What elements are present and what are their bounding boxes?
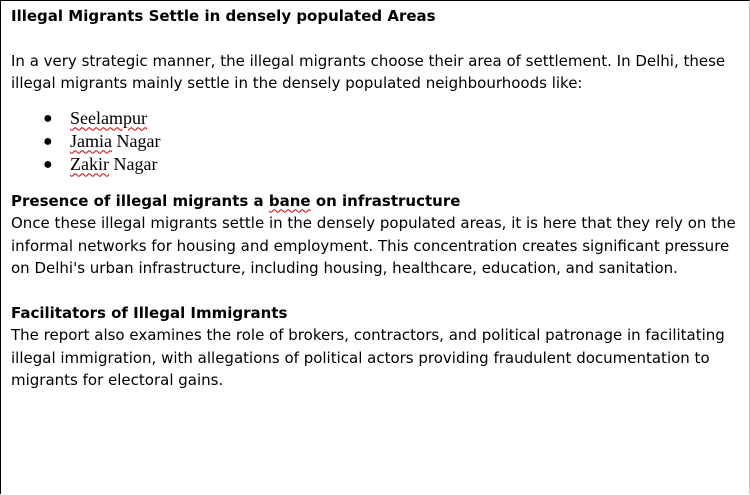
misspelled-word[interactable]: Seelampur (70, 107, 147, 128)
neighbourhood-list (11, 107, 739, 176)
section-paragraph-settlement: In a very strategic manner, the illegal migrants choose their area of settlement. In Delhi, these illegal migrants mainly settle in the densely populated neighbourhoods like: (11, 51, 726, 92)
list-item (43, 107, 739, 130)
misspelled-word[interactable]: Jamia (70, 130, 112, 151)
section-paragraph-infrastructure: Once these illegal migrants settle in the densely populated areas, it is here that they rely on the informal networks for housing and employment. This concentration creates significant pressure on Delhi's urban infrastructure, including housing, healthcare, education, and sanitation. (11, 214, 736, 277)
paragraph-spacer (11, 280, 739, 302)
list-item (43, 153, 739, 176)
list-spacer-top (11, 95, 739, 107)
bullet-icon: ● (43, 109, 53, 127)
misspelled-word[interactable]: bane (268, 191, 311, 210)
section-heading-facilitators: Facilitators of Illegal Immigrants (11, 303, 288, 322)
bullet-icon: ● (43, 155, 53, 173)
list-item (43, 130, 739, 153)
section-heading-settlement: Illegal Migrants Settle in densely populated Areas (11, 7, 436, 25)
section-heading-infrastructure (11, 190, 739, 213)
bullet-icon: ● (43, 132, 53, 150)
heading-text: Presence of illegal migrants a (11, 191, 269, 210)
document-body[interactable] (1, 1, 749, 392)
list-item-text: Nagar (112, 130, 161, 151)
section-paragraph-facilitators: The report also examines the role of brokers, contractors, and political patronage in facilitating illegal immigration, with allegations of political actors providing fraudulent documentation to migrants for electoral gains. (11, 326, 725, 389)
paragraph-spacer (11, 28, 739, 50)
heading-text: on infrastructure (310, 191, 461, 210)
list-spacer-bottom (11, 176, 739, 190)
misspelled-word[interactable]: Zakir (70, 153, 109, 174)
list-item-text: Nagar (108, 153, 158, 174)
